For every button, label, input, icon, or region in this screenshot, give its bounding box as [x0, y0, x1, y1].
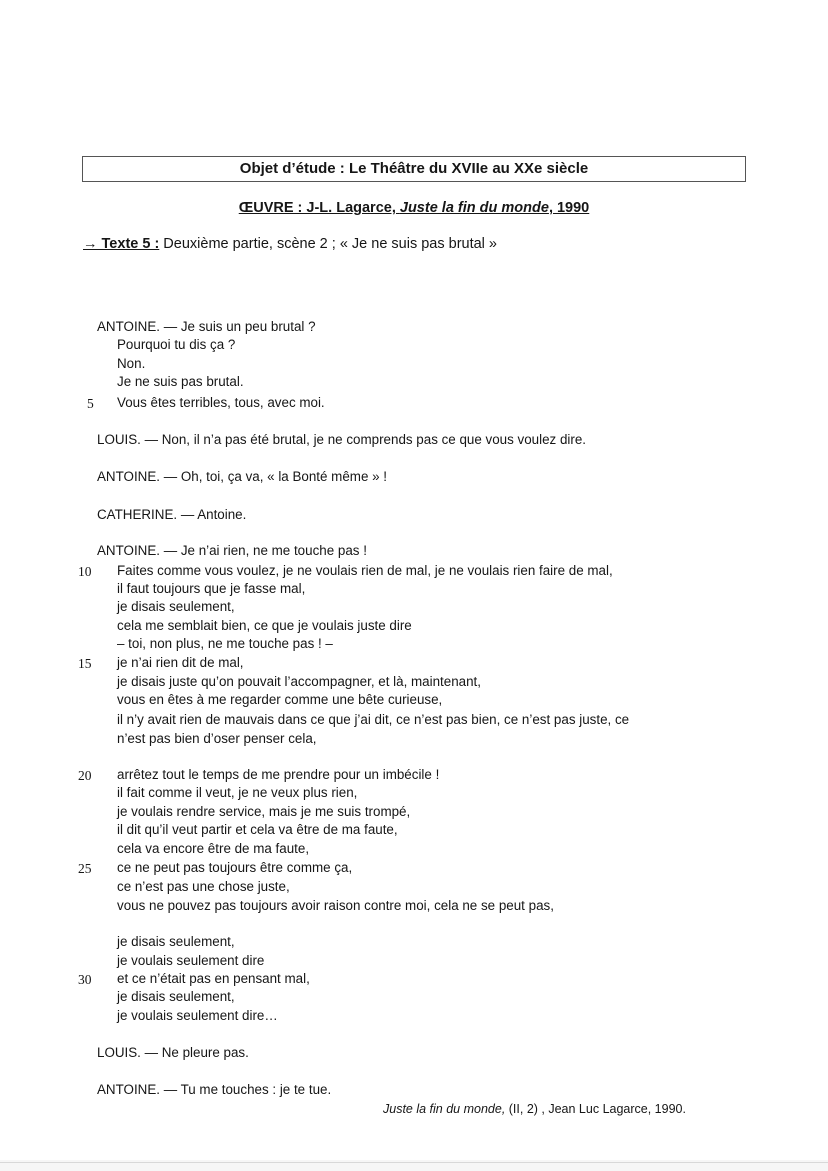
line-number: 30 — [78, 972, 92, 987]
text-line: il dit qu’il veut partir et cela va être de ma faute, — [117, 822, 398, 837]
texte-description: Deuxième partie, scène 2 ; « Je ne suis pas brutal » — [159, 236, 497, 252]
text-line: Non. — [117, 356, 146, 371]
oeuvre-prefix: ŒUVRE : J-L. Lagarce, — [238, 200, 400, 216]
text-line: vous en êtes à me regarder comme une bête curieuse, — [117, 692, 443, 707]
objet-etude-box — [82, 156, 746, 182]
text-line: il fait comme il veut, je ne veux plus rien, — [117, 785, 358, 800]
text-line: Faites comme vous voulez, je ne voulais rien de mal, je ne voulais rien faire de mal, — [117, 563, 613, 578]
texte-label: → Texte 5 : — [83, 236, 160, 252]
text-line: Je ne suis pas brutal. — [117, 374, 244, 389]
oeuvre-title: Juste la fin du monde — [399, 200, 549, 216]
objet-etude-title: Objet d’étude : Le Théâtre du XVIIe au XXe siècle — [239, 160, 589, 177]
text-line: ANTOINE. — Je suis un peu brutal ? — [97, 319, 316, 334]
text-line: je n’ai rien dit de mal, — [117, 655, 244, 670]
text-line: Pourquoi tu dis ça ? — [117, 337, 236, 352]
text-line: il faut toujours que je fasse mal, — [117, 581, 306, 596]
text-line: Vous êtes terribles, tous, avec moi. — [117, 395, 325, 410]
line-number: 5 — [87, 396, 94, 411]
line-number: 20 — [78, 768, 92, 783]
text-line: ANTOINE. — Oh, toi, ça va, « la Bonté même » ! — [97, 469, 387, 484]
text-line: cela va encore être de ma faute, — [117, 841, 310, 856]
caption-details: (II, 2) , Jean Luc Lagarce, 1990. — [505, 1102, 686, 1116]
text-line: LOUIS. — Non, il n’a pas été brutal, je ne comprends pas ce que vous voulez dire. — [97, 432, 587, 447]
text-line: n’est pas bien d’oser penser cela, — [117, 731, 317, 746]
text-line: vous ne pouvez pas toujours avoir raison contre moi, cela ne se peut pas, — [117, 898, 554, 913]
line-number: 25 — [78, 861, 92, 876]
text-line: je disais seulement, — [117, 989, 235, 1004]
text-line: je voulais seulement dire — [117, 953, 265, 968]
texte-heading — [83, 236, 497, 252]
text-line: ce n’est pas une chose juste, — [117, 879, 290, 894]
caption-title: Juste la fin du monde, — [383, 1102, 506, 1116]
text-line: CATHERINE. — Antoine. — [97, 507, 247, 522]
oeuvre-year: , 1990 — [548, 200, 590, 216]
text-line: arrêtez tout le temps de me prendre pour un imbécile ! — [117, 767, 440, 782]
text-line: ce ne peut pas toujours être comme ça, — [117, 860, 353, 875]
text-line: je disais seulement, — [117, 934, 235, 949]
text-line: il n’y avait rien de mauvais dans ce que j’ai dit, ce n’est pas bien, ce n’est pas juste, ce — [117, 712, 630, 727]
text-line: LOUIS. — Ne pleure pas. — [97, 1045, 249, 1060]
line-number: 15 — [78, 656, 92, 671]
text-line: je voulais rendre service, mais je me suis trompé, — [117, 804, 411, 819]
text-line: cela me semblait bien, ce que je voulais juste dire — [117, 618, 412, 633]
text-line: et ce n’était pas en pensant mal, — [117, 971, 310, 986]
line-number: 10 — [78, 564, 92, 579]
text-line: ANTOINE. — Je n’ai rien, ne me touche pas ! — [97, 543, 367, 558]
text-line: je voulais seulement dire… — [117, 1008, 278, 1023]
text-line: je disais seulement, — [117, 599, 235, 614]
source-caption — [383, 1102, 686, 1116]
text-line: – toi, non plus, ne me touche pas ! – — [117, 636, 333, 651]
oeuvre-heading — [0, 200, 828, 216]
text-line: ANTOINE. — Tu me touches : je te tue. — [97, 1082, 332, 1097]
page-edge — [0, 1162, 828, 1163]
text-line: je disais juste qu’on pouvait l’accompagner, et là, maintenant, — [117, 674, 481, 689]
